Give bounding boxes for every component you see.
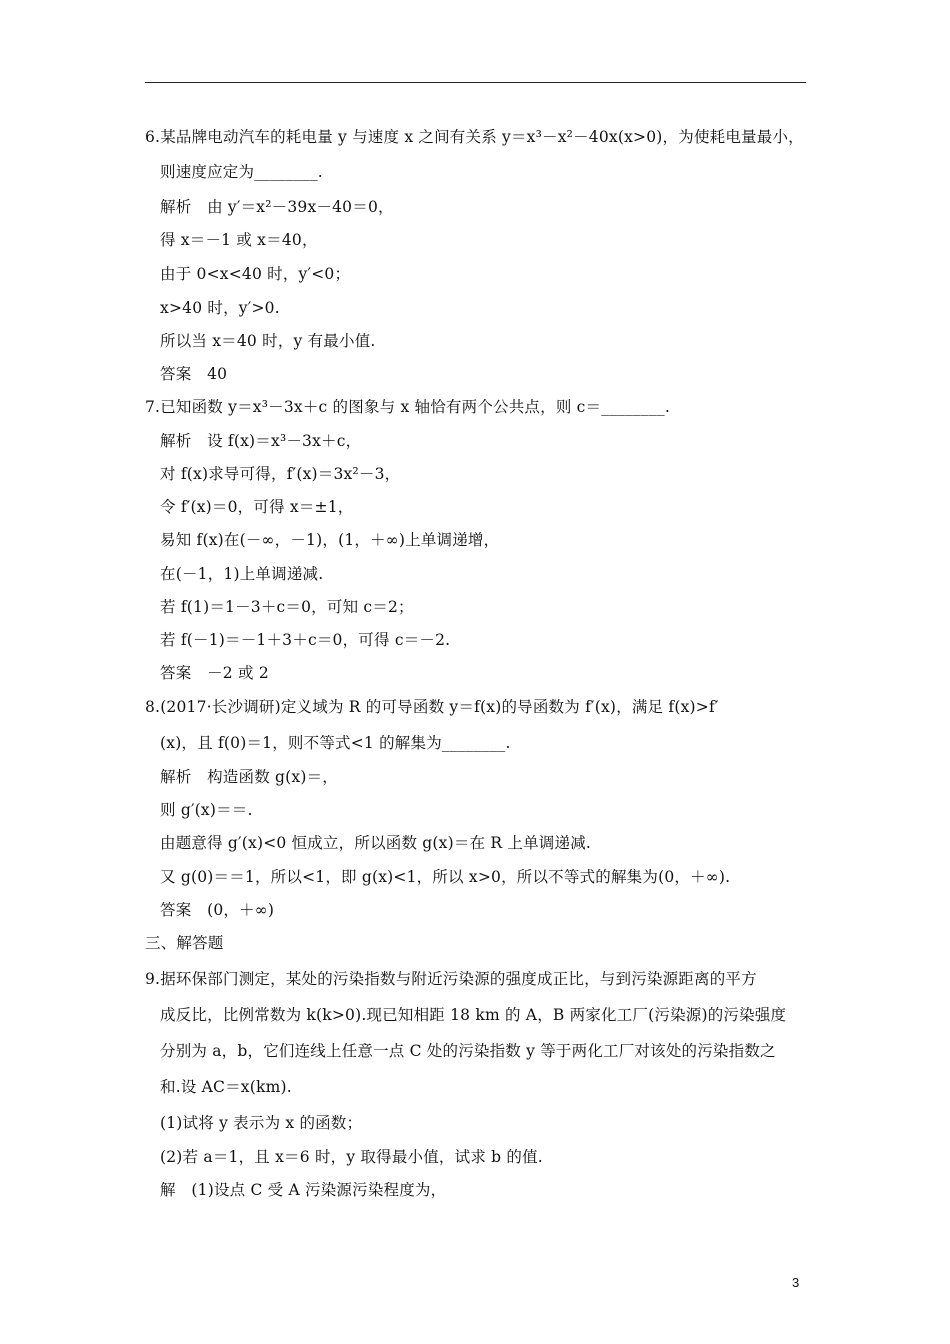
text-line: 和.设 AC＝x(km). bbox=[160, 1078, 292, 1096]
text-line: 又 g(0)＝＝1，所以<1，即 g(x)<1，所以 x>0，所以不等式的解集为(0，＋∞). bbox=[160, 868, 731, 886]
text-line: 分别为 a，b，它们连线上任意一点 C 处的污染指数 y 等于两化工厂对该处的污染指数之 bbox=[160, 1042, 776, 1060]
text-line: 6.某品牌电动汽车的耗电量 y 与速度 x 之间有关系 y＝x³－x²－40x(x>0)，为使耗电量最小， bbox=[145, 128, 804, 146]
question-line: 7.已知函数 y＝x³－3x＋c 的图象与 x 轴恰有两个公共点，则 c＝________. bbox=[145, 398, 670, 416]
page-number: 3 bbox=[792, 1275, 800, 1290]
text-line: 在(－1，1)上单调递减. bbox=[160, 565, 324, 583]
text-line: 若 f(－1)＝－1＋3＋c＝0，可得 c＝－2. bbox=[160, 631, 451, 649]
text-line: 令 f′(x)＝0，可得 x＝±1， bbox=[160, 498, 354, 516]
text-line: (1)试将 y 表示为 x 的函数； bbox=[160, 1114, 363, 1132]
text-line: (2)若 a＝1，且 x＝6 时，y 取得最小值，试求 b 的值. bbox=[160, 1148, 543, 1166]
text-line: 由题意得 g′(x)<0 恒成立，所以函数 g(x)＝在 R 上单调递减. bbox=[160, 834, 592, 852]
text-line: 则速度应定为________. bbox=[160, 163, 323, 181]
question-line: 9.据环保部门测定，某处的污染指数与附近污染源的强度成正比，与到污染源距离的平方 bbox=[145, 970, 757, 988]
section-heading: 三、解答题 bbox=[145, 934, 224, 952]
text-line: 解 (1)设点 C 受 A 污染源污染程度为， bbox=[160, 1181, 447, 1199]
text-line: x>40 时，y′>0. bbox=[160, 299, 280, 317]
text-line: 若 f(1)＝1－3＋c＝0，可知 c＝2； bbox=[160, 598, 414, 616]
text-line: 得 x＝－1 或 x＝40， bbox=[160, 231, 318, 249]
text-line: 解析 由 y′＝x²－39x－40＝0， bbox=[160, 198, 394, 216]
answer-line: 答案 (0，＋∞) bbox=[160, 901, 275, 919]
answer-line: 答案 40 bbox=[160, 365, 228, 383]
text-line: 由于 0<x<40 时，y′<0； bbox=[160, 265, 351, 283]
text-line: (x)，且 f(0)＝1，则不等式<1 的解集为________. bbox=[160, 734, 511, 752]
text-line: 所以当 x＝40 时，y 有最小值. bbox=[160, 332, 376, 350]
text-line: 解析 设 f(x)＝x³－3x＋c， bbox=[160, 432, 362, 450]
question-line: 8.(2017·长沙调研)定义域为 R 的可导函数 y＝f(x)的导函数为 f′(x)，满足 f(x)>f′ bbox=[145, 698, 719, 716]
header-rule bbox=[145, 82, 806, 83]
text-line: 成反比，比例常数为 k(k>0).现已知相距 18 km 的 A，B 两家化工厂(污染源)的污染强度 bbox=[160, 1006, 787, 1024]
text-line: 易知 f(x)在(－∞，－1)，(1，＋∞)上单调递增， bbox=[160, 531, 500, 549]
text-line: 解析 构造函数 g(x)＝， bbox=[160, 768, 338, 786]
text-line: 则 g′(x)＝＝. bbox=[160, 801, 253, 819]
text-line: 对 f(x)求导可得，f′(x)＝3x²－3， bbox=[160, 465, 401, 483]
answer-line: 答案 －2 或 2 bbox=[160, 664, 269, 682]
